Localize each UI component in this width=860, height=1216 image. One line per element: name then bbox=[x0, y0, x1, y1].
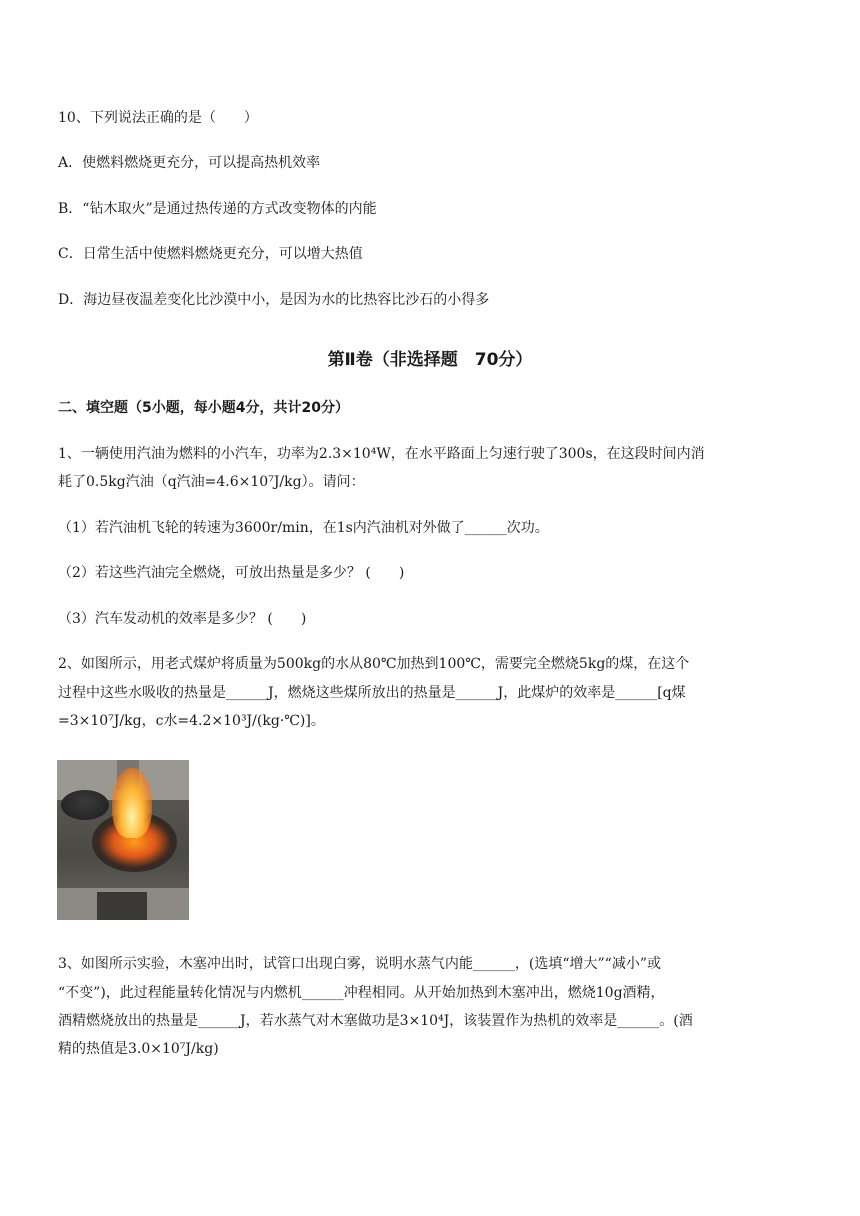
q2-line-3: =3×10⁷J/kg，c水=4.2×10³J/(kg·℃)]。 bbox=[58, 713, 325, 729]
q10-option-a: A．使燃料燃烧更充分，可以提高热机效率 bbox=[58, 155, 321, 171]
q10-option-b: B．“钻木取火”是通过热传递的方式改变物体的内能 bbox=[58, 201, 377, 217]
q1-sub-3: （3）汽车发动机的效率是多少？ ( ) bbox=[58, 611, 307, 627]
q1-line-1: 1、一辆使用汽油为燃料的小汽车，功率为2.3×10⁴W，在水平路面上匀速行驶了300s，在这段时间内消 bbox=[58, 446, 705, 462]
q1-line-2: 耗了0.5kg汽油（q汽油=4.6×10⁷J/kg）。请问： bbox=[58, 474, 365, 490]
q3-line-1: 3、如图所示实验，木塞冲出时，试管口出现白雾，说明水蒸气内能______，(选填“增大”“减小”或 bbox=[58, 956, 661, 972]
q2-line-2: 过程中这些水吸收的热量是______J，燃烧这些煤所放出的热量是______J，此煤炉的效率是______[q煤 bbox=[58, 685, 686, 701]
q3-line-2: “不变”)，此过程能量转化情况与内燃机______冲程相同。从开始加热到木塞冲出，燃烧10g酒精， bbox=[58, 985, 665, 1001]
q3-line-3: 酒精燃烧放出的热量是______J，若水蒸气对木塞做功是3×10⁴J，该装置作为热机的效率是______。(酒 bbox=[58, 1013, 693, 1029]
q1-sub-2: （2）若这些汽油完全燃烧，可放出热量是多少？ ( ) bbox=[58, 565, 405, 581]
q3-line-4: 精的热值是3.0×10⁷J/kg) bbox=[58, 1041, 219, 1057]
q10-option-c: C．日常生活中使燃料燃烧更充分，可以增大热值 bbox=[58, 246, 363, 262]
q10-option-d: D．海边昼夜温差变化比沙漠中小，是因为水的比热容比沙石的小得多 bbox=[58, 292, 490, 308]
q2-line-1: 2、如图所示，用老式煤炉将质量为500kg的水从80℃加热到100℃，需要完全燃烧5kg的煤，在这个 bbox=[58, 656, 690, 672]
coal-stove-photo bbox=[57, 760, 189, 920]
q10-stem: 10、下列说法正确的是（ ） bbox=[58, 110, 258, 126]
section-title: 二、填空题（5小题，每小题4分，共计20分） bbox=[58, 400, 349, 416]
part2-title: 第Ⅱ卷（非选择题 70分） bbox=[327, 350, 533, 370]
q1-sub-1: （1）若汽油机飞轮的转速为3600r/min，在1s内汽油机对外做了______次功。 bbox=[58, 520, 549, 536]
